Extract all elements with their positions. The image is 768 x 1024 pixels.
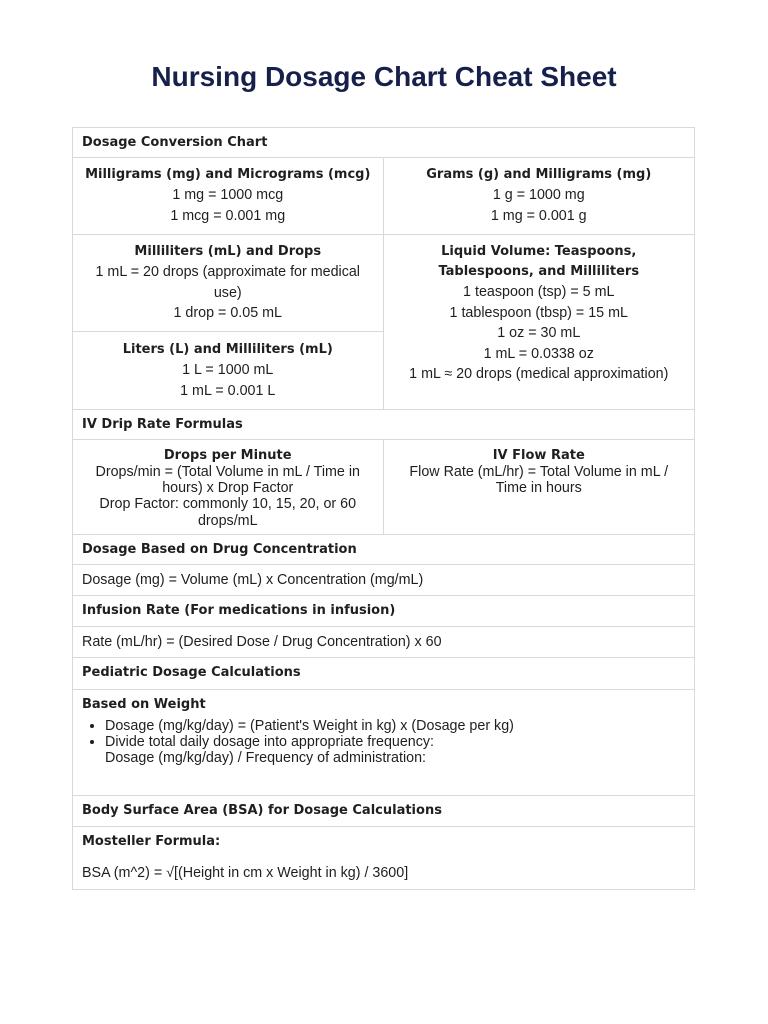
cell-heading: IV Flow Rate xyxy=(492,448,585,463)
section-header-concentration: Dosage Based on Drug Concentration xyxy=(73,535,694,565)
cell-heading: Grams (g) and Milligrams (mg) xyxy=(426,167,652,182)
section-header-bsa: Body Surface Area (BSA) for Dosage Calculations xyxy=(73,796,694,827)
cell-line: 1 mL = 0.001 L xyxy=(180,382,276,399)
cell-heading: Milligrams (mg) and Micrograms (mcg) xyxy=(85,167,371,182)
cell-liters-ml xyxy=(73,332,383,409)
subheader-mosteller: Mosteller Formula: xyxy=(82,834,221,849)
cell-line: 1 g = 1000 mg xyxy=(492,187,585,203)
cell-mg-mcg xyxy=(73,158,384,234)
list-item: • Divide total daily dosage into appropriate frequency: Dosage (mg/kg/day) / Frequency of administration: xyxy=(105,734,685,766)
cell-ml-drops xyxy=(73,235,383,332)
infusion-formula: Rate (mL/hr) = (Desired Dose / Drug Concentration) x 60 xyxy=(73,627,694,658)
cell-line: 1 L = 1000 mL xyxy=(182,362,274,378)
cell-line: Drops/min = (Total Volume in mL / Time in hours) x Drop Factor xyxy=(95,464,360,497)
cell-heading: Milliliters (mL) and Drops xyxy=(134,244,322,259)
page-title: Nursing Dosage Chart Cheat Sheet xyxy=(151,61,617,92)
cell-line: 1 mL = 20 drops (approximate for medical use) xyxy=(95,264,360,301)
cell-heading: Liquid Volume: Teaspoons, Tablespoons, and Milliliters xyxy=(438,244,640,279)
conversion-row-1 xyxy=(73,158,694,235)
cell-heading: Drops per Minute xyxy=(163,448,292,463)
section-header-pediatric: Pediatric Dosage Calculations xyxy=(73,658,694,690)
cell-drops-per-minute xyxy=(73,440,384,534)
cell-line: 1 mL = 0.0338 oz xyxy=(483,345,594,362)
cell-line: 1 oz = 30 mL xyxy=(497,325,581,341)
conversion-row-2 xyxy=(73,235,694,410)
concentration-formula: Dosage (mg) = Volume (mL) x Concentration (mg/mL) xyxy=(73,565,694,596)
cell-line: Flow Rate (mL/hr) = Total Volume in mL / Time in hours xyxy=(409,464,669,497)
cell-line: 1 mg = 0.001 g xyxy=(490,207,587,224)
cell-line: 1 mcg = 0.001 mg xyxy=(170,207,286,224)
bsa-formula: BSA (m^2) = √[(Height in cm x Weight in kg) / 3600] xyxy=(82,865,409,881)
section-header-conversion: Dosage Conversion Chart xyxy=(73,128,694,158)
subheader-based-on-weight: Based on Weight xyxy=(82,697,206,712)
cell-heading: Liters (L) and Milliliters (mL) xyxy=(122,342,333,357)
cell-g-mg xyxy=(384,158,695,234)
cell-line: 1 drop = 0.05 mL xyxy=(173,305,282,321)
dosage-chart-table xyxy=(72,127,695,890)
cell-line: 1 tablespoon (tbsp) = 15 mL xyxy=(449,304,628,321)
pediatric-weight-block xyxy=(73,690,694,796)
weight-bullet-list xyxy=(73,718,685,767)
list-item: • Dosage (mg/kg/day) = (Patient's Weight in kg) x (Dosage per kg) xyxy=(105,718,685,734)
bsa-block xyxy=(73,827,694,889)
cell-line: 1 mL ≈ 20 drops (medical approximation) xyxy=(409,366,669,382)
cell-line: Drop Factor: commonly 10, 15, 20, or 60 drops/mL xyxy=(99,496,357,529)
cell-iv-flow-rate xyxy=(384,440,695,534)
cell-line: 1 teaspoon (tsp) = 5 mL xyxy=(463,284,615,300)
cell-line: 1 mg = 1000 mcg xyxy=(172,187,284,203)
section-header-infusion: Infusion Rate (For medications in infusion) xyxy=(73,596,694,627)
iv-row xyxy=(73,440,694,535)
cell-liquid-volume xyxy=(384,235,695,409)
section-header-iv: IV Drip Rate Formulas xyxy=(73,410,694,440)
